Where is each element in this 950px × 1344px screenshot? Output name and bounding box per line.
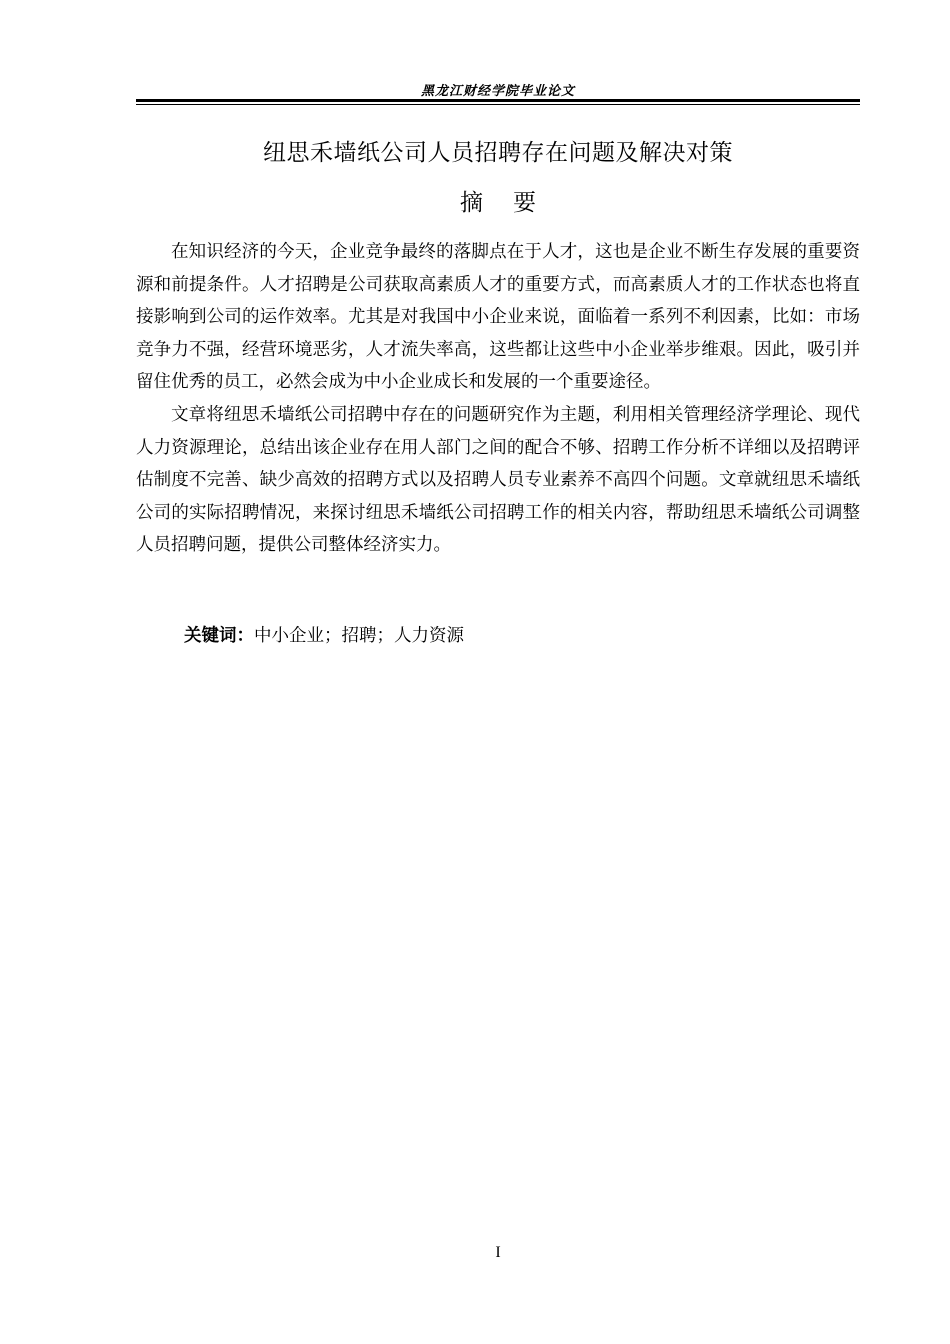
keywords-label: 关键词： [184,626,254,646]
abstract-heading: 摘要 [460,190,566,216]
abstract-paragraph-1: 在知识经济的今天，企业竞争最终的落脚点在于人才，这也是企业不断生存发展的重要资源和前提条件。人才招聘是公司获取高素质人才的重要方式，而高素质人才的工作状态也将直接影响到公司的运作效率。尤其是对我国中小企业来说，面临着一系列不利因素，比如：市场竞争力不强，经营环境恶劣，人才流失率高，这些都让这些中小企业举步维艰。因此，吸引并留住优秀的员工，必然会成为中小企业成长和发展的一个重要途径。 [136,242,860,393]
header-rule-thick [136,99,860,102]
thesis-title: 纽思禾墙纸公司人员招聘存在问题及解决对策 [263,140,733,166]
header-rule-thin [136,104,860,105]
keywords-value: 中小企业；招聘；人力资源 [254,626,464,646]
running-header: 黑龙江财经学院毕业论文 [420,84,575,99]
abstract-body [136,236,860,562]
keywords-line [184,622,464,647]
abstract-paragraph-2: 文章将纽思禾墙纸公司招聘中存在的问题研究作为主题，利用相关管理经济学理论、现代人力资源理论，总结出该企业存在用人部门之间的配合不够、招聘工作分析不详细以及招聘评估制度不完善、缺少高效的招聘方式以及招聘人员专业素养不高四个问题。文章就纽思禾墙纸公司的实际招聘情况，来探讨纽思禾墙纸公司招聘工作的相关内容，帮助纽思禾墙纸公司调整人员招聘问题，提供公司整体经济实力。 [136,404,860,556]
page-number: I [495,1244,501,1261]
